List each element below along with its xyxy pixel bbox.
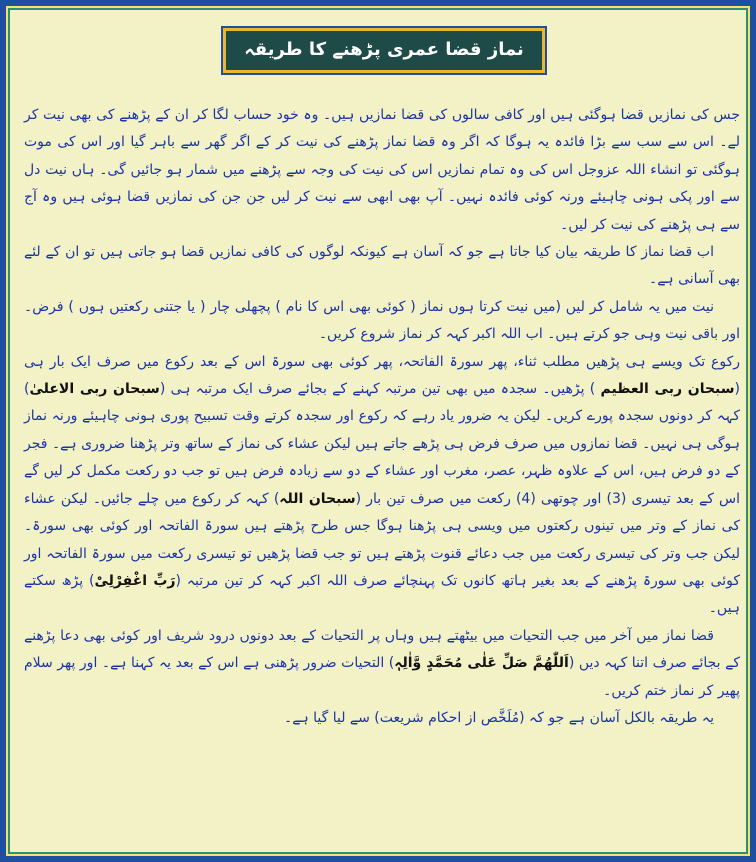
text-segment: ) کہہ کر دونوں سجدہ پورے کریں۔ لیکن یہ ضرور یاد رہے کہ رکوع اور سجدہ کرتے وقت تسبیح پوری ہونی چاہیئے ورنہ نماز ہوگی ہی نہیں۔ قضا نمازوں میں صرف فرض ہی پڑھے جاتے ہیں لیکن عشاء کی نماز کے ساتھ وتر پڑھنا ضروری ہے۔ فجر کے دو فرض ہیں، اس کے علاوہ ظہر، عصر، مغرب اور عشاء کے دو سے زیادہ فرض ہیں تو جب دو رکعت مکمل کر لیں گے اس کے بعد تیسری (3) اور چوتھی (4) رکعت میں صرف تین بار ( <box>24 381 740 507</box>
text-segment: قضا نماز میں آخر میں جب التحیات میں بیٹھتے ہیں وہاں پر التحیات کے بعد دونوں درود شریف اور کوئی بھی دعا پڑھنے کے بجائے صرف اتنا کہہ دیں ( <box>24 627 740 672</box>
paragraph-source: یہ طریقہ بالکل آسان ہے جو کہ (مُلَخَّص از احکام شریعت) سے لیا گیا ہے۔ <box>284 709 714 726</box>
arabic-subhanallah: سبحان اللہ <box>279 490 356 507</box>
title-container <box>6 28 756 73</box>
text-segment: ) کہہ کر رکوع میں چلے جائیں۔ لیکن عشاء کی نماز کے وتر میں تینوں رکعتوں میں ویسی ہی پڑھنا ہوگا جس طرح پڑھتے ہیں سورۃ الفاتحہ اور کوئی بھی سورۃ۔ لیکن جب وتر کی تیسری رکعت میں جب دعائے قنوت پڑھتے ہیں تو جب قضا پڑھیں تو تیسری رکعت میں سورۃ الفاتحہ اور کوئی بھی سورۃ پڑھنے کے بعد بغیر ہاتھ کانوں تک پہنچائے صرف اللہ اکبر کہہ کر تین مرتبہ ( <box>24 490 740 589</box>
paragraph-method-intro: اب قضا نماز کا طریقہ بیان کیا جاتا ہے جو کہ آسان ہے کیونکہ لوگوں کی کافی نمازیں قضا ہو جاتی ہیں تو ان کے لئے بھی آسانی ہے۔ <box>24 244 740 288</box>
arabic-tasbih-ruku: سبحان ربی العظیم <box>600 381 735 398</box>
page-title: نماز قضا عمری پڑھنے کا طریقہ <box>223 28 545 73</box>
text-segment: ) پڑھیں۔ سجدہ میں بھی تین مرتبہ کہنے کے بجائے صرف ایک مرتبہ ہی ( <box>159 381 601 398</box>
paragraph-intention-importance: جس کی نمازیں قضا ہوگئی ہیں اور کافی سالوں کی قضا نمازیں ہیں۔ وہ خود حساب لگا کر ان کے پڑھنے کی بھی نیت کر لے۔ اس سے سب سے بڑا فائدہ یہ ہوگا کہ اگر وہ قضا نماز پڑھنے کی نیت کر کے اگر گھر سے باہر گیا اور اس کی موت ہوگئی تو انشاء اللہ عزوجل اس کی وہ تمام نمازیں اس کی نیت کی وجہ سے پڑھنے میں شمار ہو جائیں گی۔ ہاں نیت دل سے اور پکی ہونی چاہیئے ورنہ کوئی فائدہ نہیں۔ آپ بھی ابھی سے نیت کر لیں جن جن کی نمازیں قضا ہوئی ہیں وہ آج سے ہی پڑھنے کی نیت کر لیں۔ <box>24 107 740 233</box>
text-segment: ) التحیات ضرور پڑھنی ہے اس کے بعد یہ کہنا ہے۔ اور پھر سلام پھیر کر نماز ختم کریں۔ <box>24 655 740 699</box>
arabic-rabbighfirli: رَبِّ اغْفِرْلِیْ <box>94 572 176 589</box>
paragraph-niyyah: نیت میں یہ شامل کر لیں (میں نیت کرتا ہوں نماز ( کوئی بھی اس کا نام ) پچھلی چار ( یا جتنی رکعتیں ہوں ) فرض۔ اور باقی نیت وہی جو کرتے ہیں۔ اب اللہ اکبر کہہ کر نماز شروع کریں۔ <box>24 298 740 343</box>
arabic-durood: اَللّٰھُمَّ صَلِّ عَلٰی مُحَمَّدٍ وَّاٰلِہٖ <box>394 655 569 672</box>
text-segment: ) پڑھ سکتے ہیں۔ <box>24 572 740 617</box>
paragraph-tashahhud <box>24 623 740 705</box>
paragraph-method-steps <box>24 349 740 623</box>
article-body <box>24 102 740 732</box>
arabic-tasbih-sajda: سبحان ربی الاعلیٰ <box>29 381 160 398</box>
text-segment: رکوع تک ویسے ہی پڑھیں مطلب ثناء، پھر سورۃ الفاتحہ، پھر کوئی بھی سورۃ اس کے بعد رکوع میں صرف ایک بار ہی ( <box>24 353 740 398</box>
